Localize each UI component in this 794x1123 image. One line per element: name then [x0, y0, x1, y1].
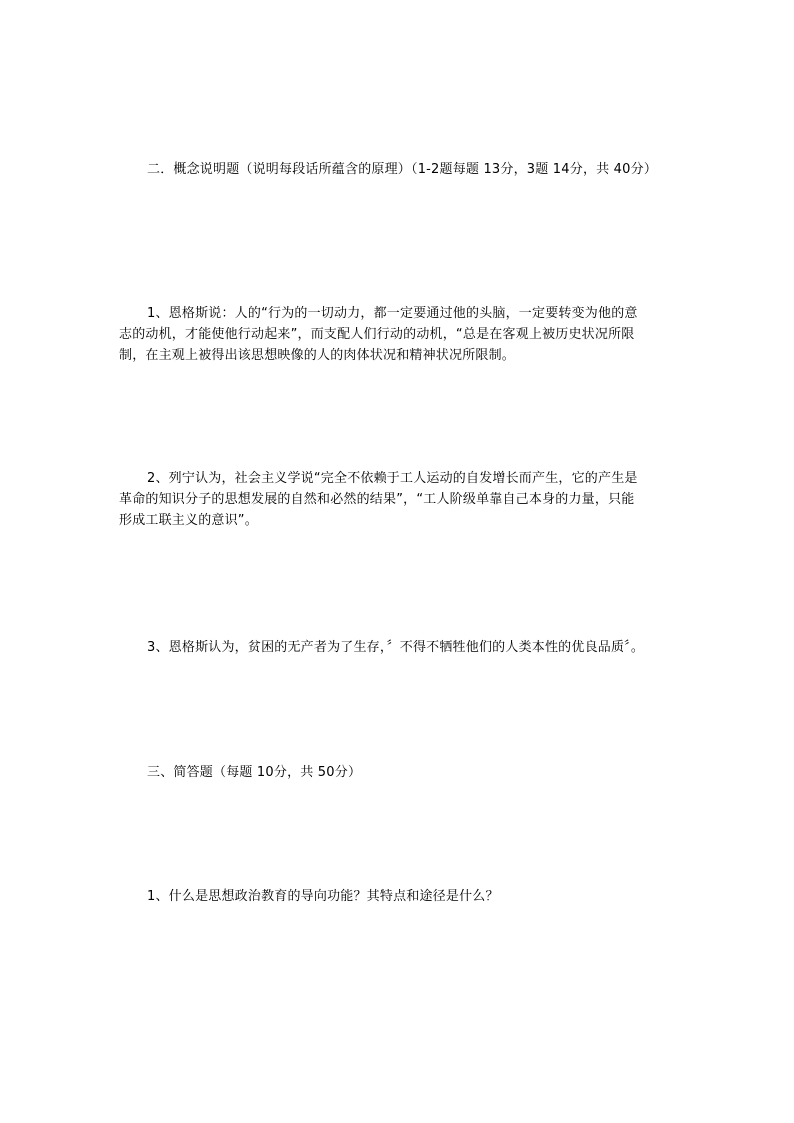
question-2-2-line-3: 形成工联主义的意识”。: [119, 513, 258, 528]
question-2-1-line-2: 志的动机，才能使他行动起来”，而支配人们行动的动机，“总是在客观上被历史状况所限: [119, 327, 635, 342]
question-3-1-line-1: 1、什么是思想政治教育的导向功能？其特点和途径是什么？: [147, 889, 499, 904]
question-2-2-line-1: 2、列宁认为，社会主义学说“完全不依赖于工人运动的自发增长而产生，它的产生是: [147, 471, 638, 486]
question-2-1-line-1: 1、恩格斯说：人的“行为的一切动力，都一定要通过他的头脑，一定要转变为他的意: [147, 306, 638, 321]
question-2-1-line-3: 制，在主观上被得出该思想映像的人的肉体状况和精神状况所限制。: [119, 348, 516, 363]
section-2-heading: 二．概念说明题（说明每段话所蕴含的原理）（1-2题每题 13分，3题 14分，共 40分）: [147, 162, 658, 177]
question-2-3-line-1: 3、恩格斯认为，贫困的无产者为了生存，〞不得不牺牲他们的人类本性的优良品质〞。: [147, 640, 645, 655]
question-2-2-line-2: 革命的知识分子的思想发展的自然和必然的结果”，“工人阶级单靠自己本身的力量，只能: [119, 492, 635, 507]
section-3-heading: 三、简答题（每题 10分，共 50分）: [147, 765, 362, 780]
